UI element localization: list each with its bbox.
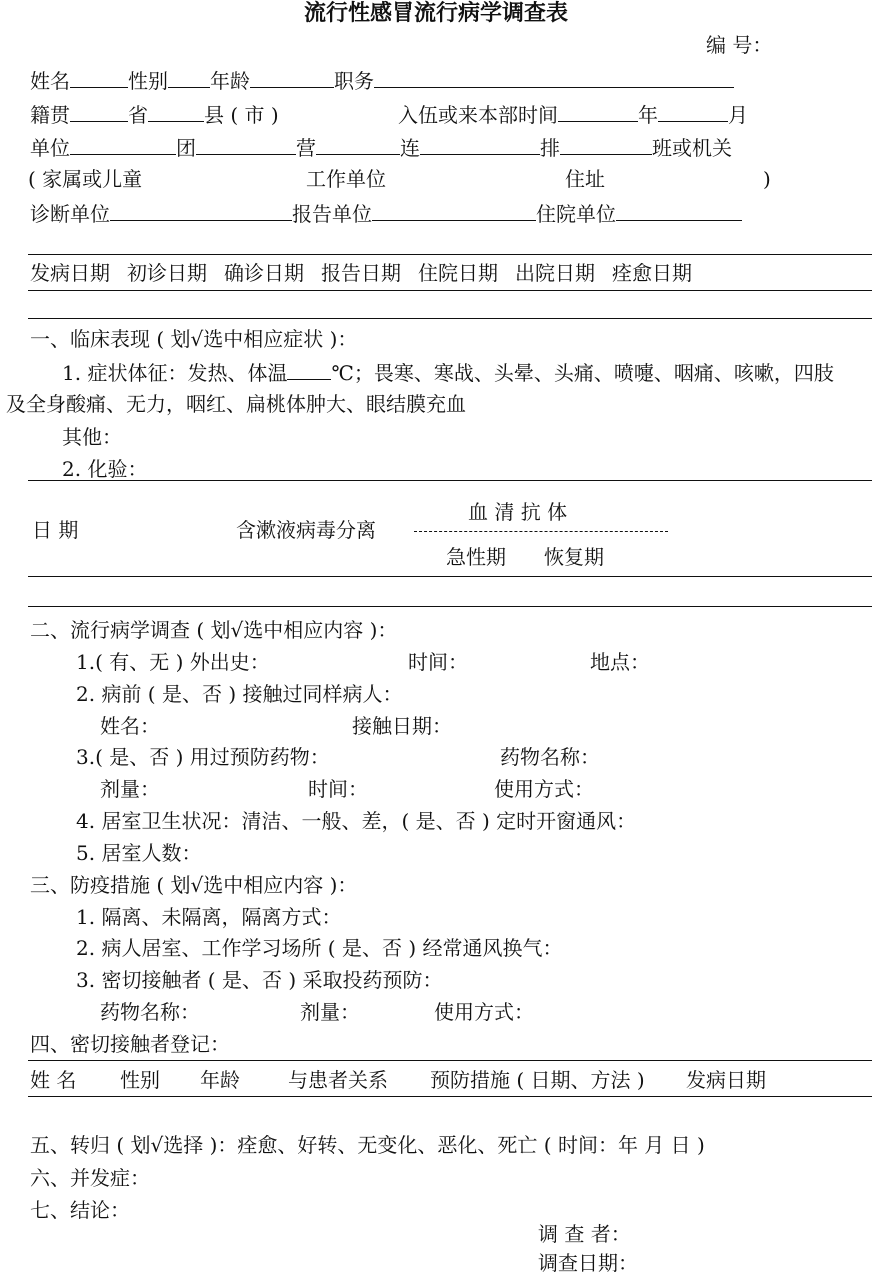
contact-date-label: 接触日期：: [352, 714, 452, 738]
residents-label: 5. 居室人数：: [76, 841, 202, 865]
personal-row-1: [30, 67, 734, 93]
name-label: 姓名: [30, 69, 70, 93]
squad-label: 班或机关: [652, 136, 732, 160]
travel-history-label: 1.( 有、无 ) 外出史：: [76, 650, 270, 674]
regiment-label: 团: [176, 136, 196, 160]
contact-col-gender: 性别: [120, 1068, 160, 1092]
lab-label: 2. 化验：: [62, 457, 148, 481]
age-label: 年龄: [210, 69, 250, 93]
isolation-label: 1. 隔离、未隔离，隔离方式：: [76, 905, 342, 929]
section4-heading: 四、密切接触者登记：: [30, 1032, 230, 1056]
unit-label: 单位: [30, 136, 70, 160]
province-label: 省: [128, 103, 148, 127]
preventive-drug-label: 3.( 是、否 ) 用过预防药物：: [76, 745, 330, 769]
platoon-label: 排: [540, 136, 560, 160]
temperature-field[interactable]: [287, 359, 331, 380]
antibody-dashed-divider: [414, 531, 668, 532]
address-label: 住址: [565, 167, 605, 191]
contact-col-age: 年龄: [200, 1068, 240, 1092]
personal-row-3: [30, 134, 732, 160]
province-field[interactable]: [70, 101, 128, 122]
diagnosis-unit-field[interactable]: [110, 200, 292, 221]
symptoms-suffix: ℃；畏寒、寒战、头晕、头痛、喷嚏、咽痛、咳嗽，四肢: [331, 361, 834, 385]
contacts-table-top-rule: [28, 1060, 872, 1061]
prophylaxis-dose-label: 剂量：: [300, 1000, 360, 1024]
section6-complications: 六、并发症：: [30, 1166, 150, 1190]
onset-date-header: 发病日期: [30, 261, 110, 285]
section2-heading: 二、流行病学调查 ( 划√选中相应内容 )：: [30, 618, 398, 642]
dates-table-top-rule: [28, 254, 872, 255]
prophylaxis-drug-name-label: 药物名称：: [100, 1000, 200, 1024]
county-label: 县 ( 市 ): [204, 103, 279, 127]
admission-date-header: 住院日期: [418, 261, 498, 285]
lab-recovery-header: 恢复期: [544, 545, 604, 569]
gender-label: 性别: [128, 69, 168, 93]
investigator-label: 调 查 者：: [538, 1222, 631, 1246]
discharge-date-header: 出院日期: [515, 261, 595, 285]
section7-conclusion: 七、结论：: [30, 1198, 130, 1222]
personal-row-5: [30, 200, 742, 226]
dates-table-header-rule: [28, 290, 872, 291]
enlist-year-field[interactable]: [558, 101, 638, 122]
page-title: 流行性感冒流行病学调查表: [303, 1, 568, 26]
lab-acute-header: 急性期: [446, 545, 506, 569]
contact-col-prevention: 预防措施 ( 日期、方法 ): [430, 1068, 645, 1092]
enlist-month-field[interactable]: [658, 101, 728, 122]
contact-col-name: 姓 名: [30, 1068, 77, 1092]
company-field[interactable]: [316, 134, 400, 155]
first-visit-date-header: 初诊日期: [127, 261, 207, 285]
native-place-label: 籍贯: [30, 103, 70, 127]
travel-place-label: 地点：: [590, 650, 650, 674]
name-field[interactable]: [70, 67, 128, 88]
prophylaxis-label: 3. 密切接触者 ( 是、否 ) 采取投药预防：: [76, 968, 443, 992]
report-date-header: 报告日期: [321, 261, 401, 285]
lab-date-header: 日 期: [32, 518, 79, 542]
lab-virus-header: 含漱液病毒分离: [236, 518, 376, 542]
year-label: 年: [638, 103, 658, 127]
confirm-date-header: 确诊日期: [224, 261, 304, 285]
lab-antibody-header: 血 清 抗 体: [468, 500, 568, 524]
section5-outcome: 五、转归 ( 划√选择 )：痊愈、好转、无变化、恶化、死亡 ( 时间：年 月 日 ): [30, 1133, 705, 1157]
report-unit-label: 报告单位: [292, 202, 372, 226]
ventilation-label: 2. 病人居室、工作学习场所 ( 是、否 ) 经常通风换气：: [76, 936, 563, 960]
battalion-field[interactable]: [196, 134, 296, 155]
prophylaxis-usage-label: 使用方式：: [434, 1000, 534, 1024]
hospital-unit-field[interactable]: [616, 200, 742, 221]
other-symptoms-label: 其他：: [62, 425, 122, 449]
section1-heading: 一、临床表现 ( 划√选中相应症状 )：: [30, 327, 358, 351]
squad-field[interactable]: [560, 134, 652, 155]
drug-time-label: 时间：: [308, 777, 368, 801]
gender-field[interactable]: [168, 67, 210, 88]
personal-row-2: [30, 101, 279, 127]
recovery-date-header: 痊愈日期: [612, 261, 692, 285]
drug-name-label: 药物名称：: [500, 745, 600, 769]
enlist-time-label: 入伍或来本部时间: [398, 103, 558, 127]
travel-time-label: 时间：: [408, 650, 468, 674]
contact-history-label: 2. 病前 ( 是、否 ) 接触过同样病人：: [76, 682, 403, 706]
section3-heading: 三、防疫措施 ( 划√选中相应内容 )：: [30, 873, 358, 897]
family-open-label: ( 家属或儿童: [28, 167, 143, 191]
report-unit-field[interactable]: [372, 200, 536, 221]
hospital-unit-label: 住院单位: [536, 202, 616, 226]
dates-table-bottom-rule: [28, 318, 872, 319]
symptoms-line-2: 及全身酸痛、无力，咽红、扁桃体肿大、眼结膜充血: [6, 392, 466, 416]
serial-number-label: 编 号：: [706, 33, 773, 57]
symptoms-line-1: [62, 359, 834, 385]
hygiene-label: 4. 居室卫生状况：清洁、一般、差，( 是、否 ) 定时开窗通风：: [76, 809, 637, 833]
position-field[interactable]: [374, 67, 734, 88]
contact-col-relation: 与患者关系: [288, 1068, 388, 1092]
lab-table-header-rule: [28, 576, 872, 577]
position-label: 职务: [334, 69, 374, 93]
company-label: 连: [400, 136, 420, 160]
lab-table-top-rule: [28, 480, 872, 481]
work-unit-label: 工作单位: [306, 167, 386, 191]
contact-name-label: 姓名：: [100, 714, 160, 738]
diagnosis-unit-label: 诊断单位: [30, 202, 110, 226]
county-field[interactable]: [148, 101, 204, 122]
usage-label: 使用方式：: [494, 777, 594, 801]
investigation-date-label: 调查日期：: [538, 1251, 638, 1275]
platoon-field[interactable]: [420, 134, 540, 155]
contacts-table-header-rule: [28, 1096, 872, 1097]
regiment-field[interactable]: [70, 134, 176, 155]
dose-label: 剂量：: [100, 777, 160, 801]
symptoms-prefix: 1. 症状体征：发热、体温: [62, 361, 288, 385]
lab-table-bottom-rule: [28, 606, 872, 607]
battalion-label: 营: [296, 136, 316, 160]
dates-header-row: [30, 261, 692, 285]
month-label: 月: [728, 103, 748, 127]
family-close-label: ): [763, 167, 771, 191]
contact-col-onset-date: 发病日期: [686, 1068, 766, 1092]
enlist-row: [398, 101, 748, 127]
age-field[interactable]: [250, 67, 334, 88]
